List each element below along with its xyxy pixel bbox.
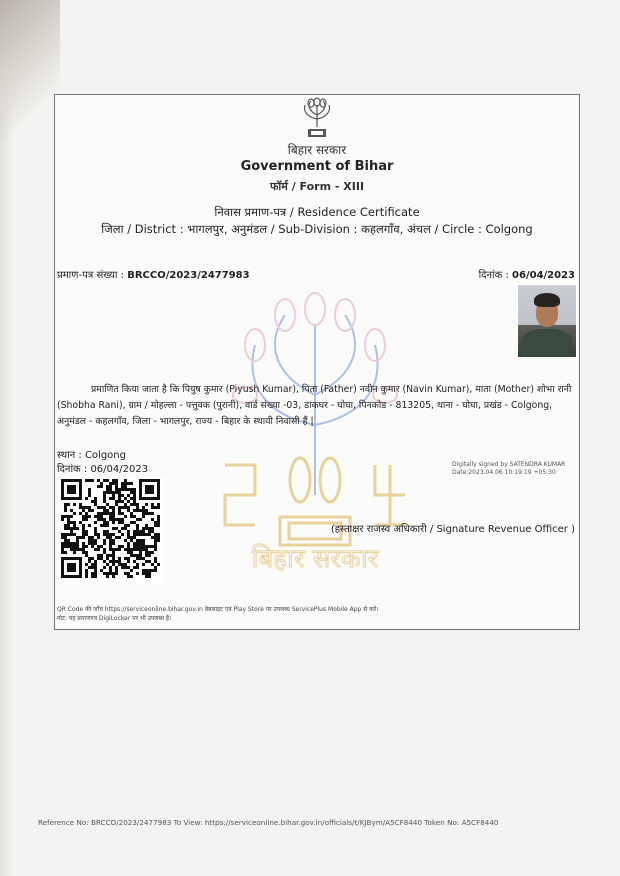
- bihar-emblem-icon: [297, 97, 337, 139]
- scan-fold-shadow: [0, 0, 60, 140]
- certificate-body-text: प्रमाणित किया जाता है कि पियुष कुमार (Piyush Kumar), पिता (Father) नवीन कुमार (Navin Kumar), माता (Mother) शोभा रानी (Shobha Rani), ग्राम / मोहल्ला - पत्तुवक (पुरानी), वार्ड संख्या -03, डाकघर - घोघा, पिनकोड - 813205, थाना - घोघा, प्रखंड - Colgong, अनुमंडल - कहलगाँव, जिला - भागलपुर, राज्य - बिहार के स्थायी निवासी हैं |: [57, 384, 572, 427]
- certificate-number-label: प्रमाण-पत्र संख्या :: [57, 270, 128, 281]
- qr-note-line-2: नोट: यह प्रमाणपत्र DigiLocker पर भी उपलब्ध है।: [57, 615, 172, 622]
- certificate-title: निवास प्रमाण-पत्र / Residence Certificate: [214, 205, 420, 219]
- watermark-text: बिहार सरकार: [251, 544, 379, 574]
- qr-note-line-1: QR Code की जाँच https://serviceonline.bihar.gov.in वेबसाइट एवं Play Store पर उपलब्ध ServicePlus Mobile App से करें।: [57, 606, 379, 613]
- digital-signature-signer: Digitally signed by SATENDRA KUMAR: [452, 461, 566, 468]
- applicant-photo: [518, 285, 576, 357]
- hindi-government-title: बिहार सरकार: [287, 143, 347, 157]
- certificate-number-value: BRCCO/2023/2477983: [127, 270, 250, 281]
- district-line: जिला / District : भागलपुर, अनुमंडल / Sub-Division : कहलगाँव, अंचल / Circle : Colgong: [101, 222, 533, 236]
- issue-date-label: दिनांक :: [478, 270, 513, 281]
- form-number: फॉर्म / Form - XIII: [269, 180, 365, 193]
- certificate-frame: [54, 94, 580, 630]
- issue-date: [479, 267, 575, 281]
- signed-date-line: दिनांक : 06/04/2023: [57, 464, 149, 475]
- signature-revenue-officer: (हस्ताक्षर राजस्व अधिकारी / Signature Revenue Officer ): [330, 524, 575, 535]
- digital-signature-stamp: [452, 461, 572, 477]
- certificate-number: [57, 267, 250, 281]
- qr-verification-note: [57, 605, 577, 623]
- reference-footer: Reference No: BRCCO/2023/2477983 To View: https://serviceonline.bihar.gov.in/officials/t/KJBym/A5CF8440 Token No: A5CF8440: [38, 818, 499, 827]
- issue-date-value: 06/04/2023: [512, 270, 575, 281]
- verification-qr-code: [59, 477, 165, 585]
- government-title: Government of Bihar: [240, 159, 394, 174]
- digital-signature-date: Date:2023.04.06 10:19:19 +05:30: [452, 469, 556, 476]
- place-line: स्थान : Colgong: [57, 450, 126, 461]
